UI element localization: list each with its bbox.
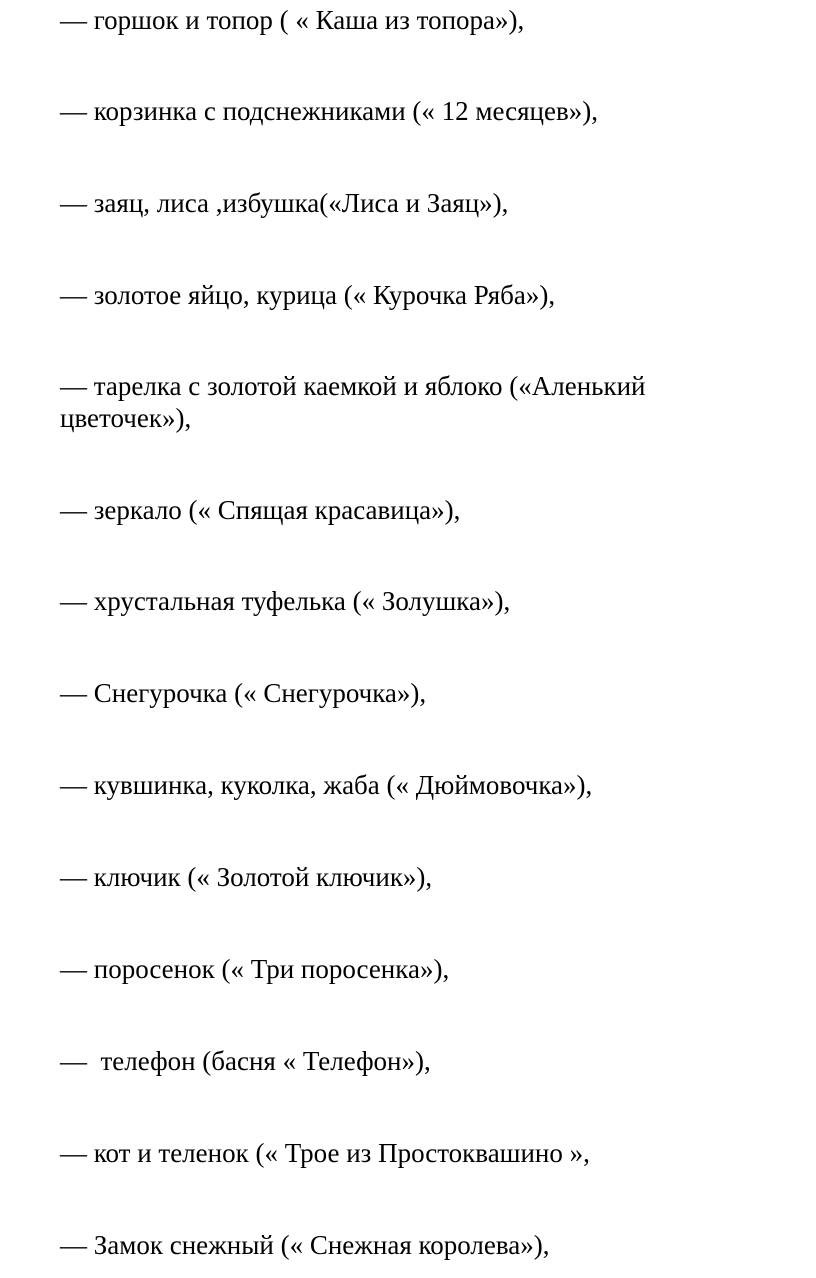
list-item: — зеркало (« Спящая красавица»),: [60, 495, 461, 525]
list-item: — кот и теленок (« Трое из Простоквашино »,: [60, 1138, 590, 1168]
list-item: — корзинка с подснежниками (« 12 месяцев»),: [60, 96, 598, 126]
list-item: — золотое яйцо, курица (« Курочка Ряба»),: [60, 280, 556, 310]
list-item: — Замок снежный (« Снежная королева»),: [60, 1230, 550, 1260]
list-item: — хрустальная туфелька (« Золушка»),: [60, 586, 511, 616]
list-item: — Снегурочка (« Снегурочка»),: [60, 678, 427, 708]
list-item: — тарелка с золотой каемкой и яблоко («Аленький цветочек»),: [60, 371, 653, 433]
list-item: — поросенок (« Три поросенка»),: [60, 954, 450, 984]
list-item: — телефон (басня « Телефон»),: [60, 1046, 431, 1076]
list-item: — ключик (« Золотой ключик»),: [60, 862, 433, 892]
list-item: — заяц, лиса ,избушка(«Лиса и Заяц»),: [60, 188, 509, 218]
list-item: — кувшинка, куколка, жаба (« Дюймовочка»),: [60, 770, 593, 800]
list-item: — горшок и топор ( « Каша из топора»),: [60, 5, 525, 35]
